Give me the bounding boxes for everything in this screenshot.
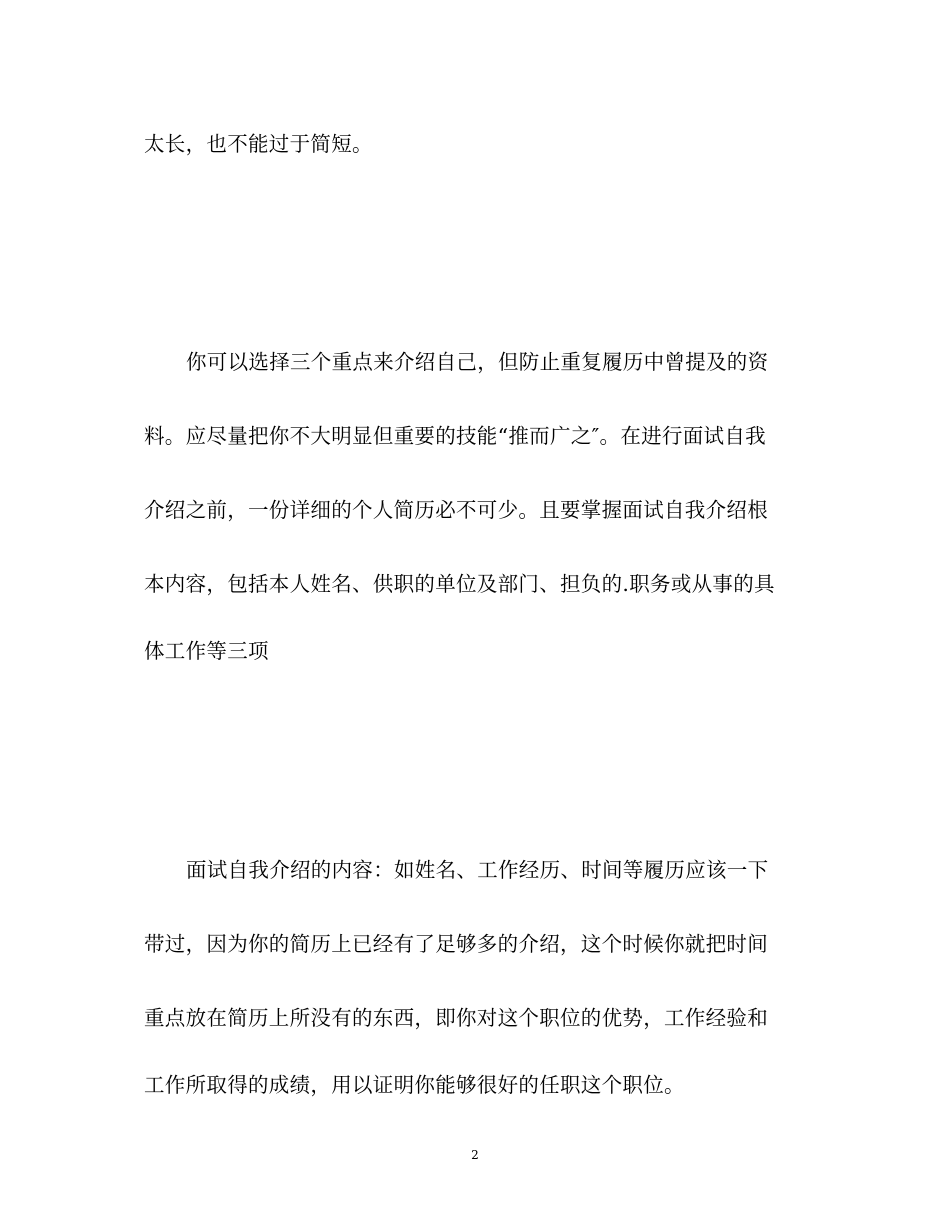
paragraph-2-line-3: 介绍之前，一份详细的个人简历必不可少。且要掌握面试自我介绍根 [144,498,768,522]
paragraph-2-line-4: 本内容，包括本人姓名、供职的单位及部门、担负的.职务或从事的具 [144,572,775,596]
paragraph-3-line-2: 带过，因为你的简历上已经有了足够多的介绍，这个时候你就把时间 [144,932,768,956]
paragraph-2-line-2: 料。应尽量把你不大明显但重要的技能“推而广之″。在进行面试自我 [144,424,766,448]
paragraph-3-line-4: 工作所取得的成绩，用以证明你能够很好的任职这个职位。 [144,1073,685,1097]
paragraph-3-line-3: 重点放在简历上所没有的东西，即你对这个职位的优势，工作经验和 [144,1006,768,1030]
paragraph-1-line-1: 太长，也不能过于简短。 [144,132,373,156]
page-number: 2 [471,1148,479,1162]
paragraph-2-line-5: 体工作等三项 [144,639,269,663]
paragraph-2-line-1: 你可以选择三个重点来介绍自己，但防止重复履历中曾提及的资 [186,350,769,374]
paragraph-3-line-1: 面试自我介绍的内容：如姓名、工作经历、时间等履历应该一下 [186,858,769,882]
